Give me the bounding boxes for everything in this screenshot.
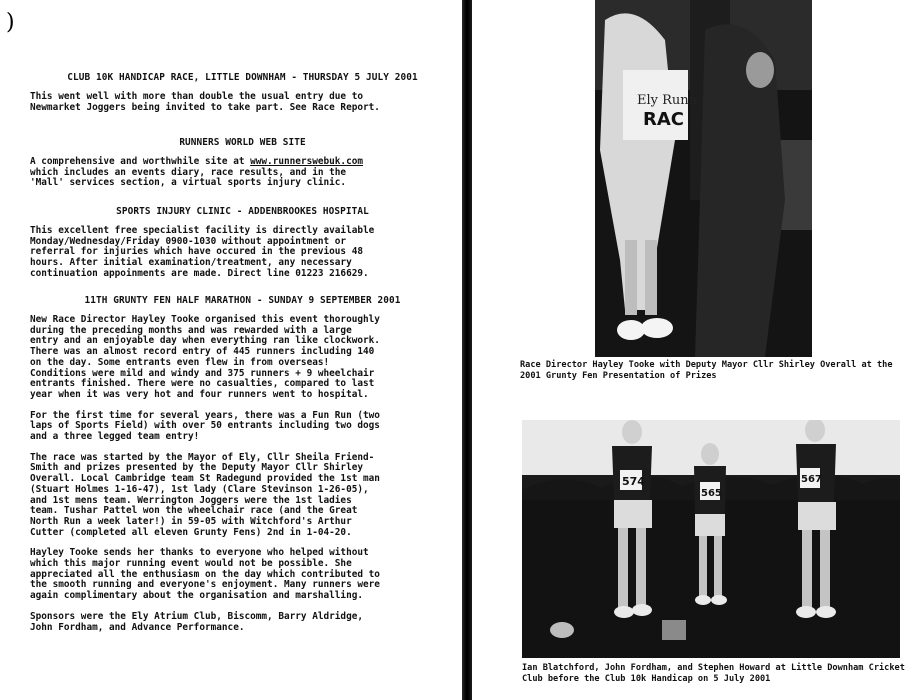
sign-text-2: RAC — [643, 109, 685, 130]
web-text-post: which includes an events diary, race results, and in the 'Mall' services section, a virtual sports injury clinic. — [30, 166, 347, 189]
corner-mark: ) — [6, 10, 15, 35]
heading-grunty-fen: 11TH GRUNTY FEN HALF MARATHON - SUNDAY 9 SEPTEMBER 2001 — [84, 295, 401, 306]
section-grunty-fen — [30, 295, 455, 643]
section-club-10k — [30, 72, 455, 123]
sign-text-1: Ely Runn — [637, 93, 698, 108]
book-spine — [462, 0, 472, 700]
para-grunty-fen-2: For the first time for several years, there was a Fun Run (two laps of Sports Field) with over 50 entrants including two dogs and a three legged team entry! — [30, 409, 380, 443]
para-grunty-fen-4: Hayley Tooke sends her thanks to everyone who helped without which this major running event would not be possible. She appreciated all the enthusiasm on the day which contributed to the smooth running and everyone's enjoyment. Many runners were again complimentary about the organisation and marshalling. — [30, 547, 380, 602]
right-page — [472, 0, 920, 700]
caption-presentation: Race Director Hayley Tooke with Deputy Mayor Cllr Shirley Overall at the 2001 Grunty Fen Presentation of Prizes — [520, 360, 893, 381]
heading-runners-world: RUNNERS WORLD WEB SITE — [179, 137, 306, 148]
web-text-pre: A comprehensive and worthwhile site at — [30, 156, 251, 167]
heading-club-10k: CLUB 10K HANDICAP RACE, LITTLE DOWNHAM - THURSDAY 5 JULY 2001 — [67, 72, 418, 83]
bib-574: 574 — [622, 475, 645, 488]
photo-runners-image — [522, 420, 900, 658]
heading-injury-clinic: SPORTS INJURY CLINIC - ADDENBROOKES HOSPITAL — [116, 206, 369, 217]
runnersweb-link[interactable]: www.runnerswebuk.com — [250, 156, 364, 167]
photo-presentation — [595, 0, 812, 357]
section-runners-world — [30, 137, 455, 199]
para-grunty-fen-1: New Race Director Hayley Tooke organised this event thoroughly during the preceding months and was rewarded with a large entry and an enjoyable day when everything ran like clockwork. There was an almost record entry of 445 runners including 140 on the day. Some entrants even flew in from overseas! Conditions were mild and windy and 375 runners + 9 wheelchair entrants finished. There were no casualties, compared to last year when it was very hot and four runners went to hospital. — [30, 314, 380, 400]
bib-565: 565 — [701, 488, 722, 499]
section-injury-clinic — [30, 206, 455, 290]
photo-presentation-image — [595, 0, 812, 357]
para-injury-clinic: This excellent free specialist facility is directly available Monday/Wednesday/Friday 0900-1030 without appointment or referral for injuries which have occured in the previous 48 hours. After initial examination/treatment, any necessary continuation appoinments are made. Direct line 01223 216629. — [30, 225, 375, 279]
photo-runners — [522, 420, 900, 658]
para-runners-world — [30, 157, 455, 189]
para-grunty-fen-5: Sponsors were the Ely Atrium Club, Biscomm, Barry Aldridge, John Fordham, and Advance Performance. — [30, 610, 364, 633]
bib-567: 567 — [801, 474, 822, 485]
para-club-10k: This went well with more than double the usual entry due to Newmarket Joggers being invited to take part. See Race Report. — [30, 91, 380, 113]
caption-runners: Ian Blatchford, John Fordham, and Stephen Howard at Little Downham Cricket Club before the Club 10k Handicap on 5 July 2001 — [522, 663, 905, 684]
para-grunty-fen-3: The race was started by the Mayor of Ely, Cllr Sheila Friend- Smith and prizes presented by the Deputy Mayor Cllr Shirley Overall. Local Cambridge team St Radegund provided the 1st man (Stuart Holmes 1-16-47), 1st lady (Clare Stevinson 1-26-05), and 1st mens team. Werrington Joggers were the 1st ladies team. Tushar Pattel won the wheelchair race (and the Great North Run a week later!) in 59-05 with Witchford's Arthur Cutter (completed all eleven Grunty Fens) 2nd in 1-04-20. — [30, 451, 380, 538]
